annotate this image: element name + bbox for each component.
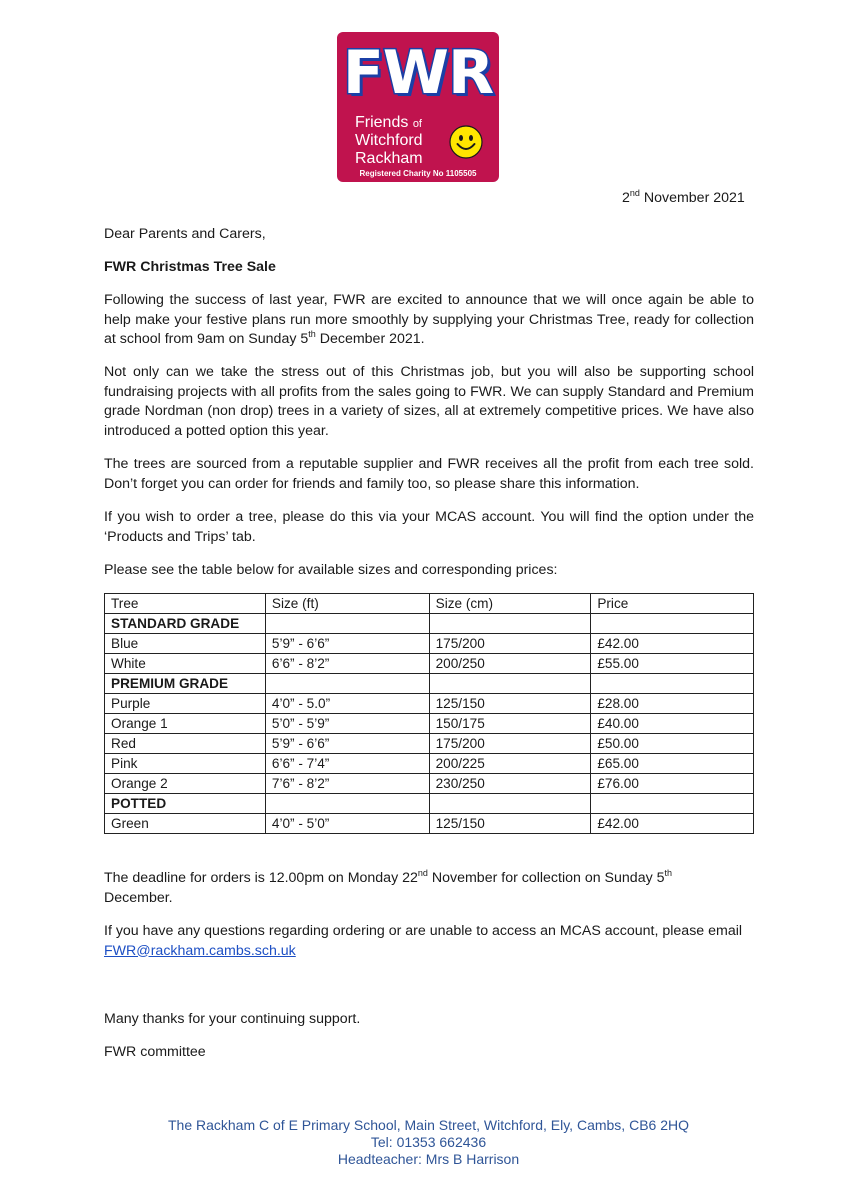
tree-name-cell: Orange 2 [105, 774, 266, 794]
group-label: STANDARD GRADE [105, 614, 266, 634]
size-cm-cell: 230/250 [429, 774, 591, 794]
size-cm-cell: 150/175 [429, 714, 591, 734]
date-day: 2 [622, 190, 630, 206]
email-link[interactable]: FWR@rackham.cambs.sch.uk [104, 942, 296, 959]
table-row [105, 714, 754, 734]
col-header-size-cm: Size (cm) [429, 594, 591, 614]
size-ft-cell: 7’6” - 8’2” [265, 774, 429, 794]
tree-name-cell: White [105, 654, 266, 674]
paragraph-supplier: The trees are sourced from a reputable supplier and FWR receives all the profit from each tree sold. Don’t forget you can order for friends and family too, so please share this information. [104, 456, 754, 492]
price-cell: £76.00 [591, 774, 754, 794]
empty-cell [591, 674, 754, 694]
size-ft-cell: 6’6” - 8’2” [265, 654, 429, 674]
empty-cell [591, 794, 754, 814]
intro-text: Following the success of last year, FWR are excited to announce that we will once again be able to help make your festive plans run more smoothly by supplying your Christmas Tree, ready for collection at school from 9am on Sunday 5 [104, 292, 754, 347]
intro-text-end: December 2021. [315, 331, 425, 347]
size-cm-cell: 175/200 [429, 734, 591, 754]
letter-date [622, 189, 745, 208]
logo-line-1 [355, 114, 422, 133]
tree-name-cell: Pink [105, 754, 266, 774]
price-cell: £50.00 [591, 734, 754, 754]
table-row [105, 814, 754, 834]
size-ft-cell: 6’6” - 7’4” [265, 754, 429, 774]
col-header-size-ft: Size (ft) [265, 594, 429, 614]
table-intro: Please see the table below for available sizes and corresponding prices: [104, 562, 558, 578]
logo-line-2: Witchford [355, 132, 423, 149]
size-cm-cell: 125/150 [429, 694, 591, 714]
salutation: Dear Parents and Carers, [104, 226, 266, 242]
price-cell: £42.00 [591, 814, 754, 834]
letter-subject: FWR Christmas Tree Sale [104, 259, 276, 275]
tree-name-cell: Blue [105, 634, 266, 654]
logo-word-of: of [412, 118, 422, 130]
footer-telephone: Tel: 01353 662436 [370, 1134, 487, 1150]
table-row [105, 774, 754, 794]
empty-cell [429, 674, 591, 694]
empty-cell [429, 794, 591, 814]
size-ft-cell: 5’9” - 6’6” [265, 734, 429, 754]
table-group-row [105, 614, 754, 634]
table-header-row [105, 594, 754, 614]
tree-name-cell: Red [105, 734, 266, 754]
size-ft-cell: 5’9” - 6’6” [265, 634, 429, 654]
col-header-tree: Tree [105, 594, 266, 614]
size-cm-cell: 175/200 [429, 634, 591, 654]
price-cell: £65.00 [591, 754, 754, 774]
signoff: FWR committee [104, 1044, 206, 1060]
paragraph-support: Not only can we take the stress out of this Christmas job, but you will also be supporting school fundraising projects with all profits from the sales going to FWR. We can supply Standard and Premium grade Nordman (non drop) trees in a variety of sizes, all at extremely competitive prices. We have also introduced a potted option this year. [104, 364, 754, 439]
deadline-suffix-1: nd [417, 868, 428, 878]
price-cell: £40.00 [591, 714, 754, 734]
empty-cell [591, 614, 754, 634]
group-label: POTTED [105, 794, 266, 814]
size-cm-cell: 200/250 [429, 654, 591, 674]
fwr-logo [337, 32, 499, 182]
empty-cell [265, 614, 429, 634]
empty-cell [265, 794, 429, 814]
size-ft-cell: 4’0” - 5’0” [265, 814, 429, 834]
price-cell: £55.00 [591, 654, 754, 674]
empty-cell [429, 614, 591, 634]
size-cm-cell: 125/150 [429, 814, 591, 834]
empty-cell [265, 674, 429, 694]
table-group-row [105, 674, 754, 694]
logo-word-friends: Friends [355, 114, 409, 131]
paragraph-intro [104, 291, 754, 350]
deadline-text-1: The deadline for orders is 12.00pm on Monday 22 [104, 870, 418, 886]
tree-name-cell: Green [105, 814, 266, 834]
price-table-body [105, 614, 754, 834]
size-ft-cell: 4’0” - 5.0” [265, 694, 429, 714]
logo-charity-number: Registered Charity No 1105505 [359, 169, 477, 178]
table-row [105, 654, 754, 674]
questions-text: If you have any questions regarding ordering or are unable to access an MCAS account, please email [104, 923, 743, 939]
date-suffix: nd [629, 188, 640, 198]
deadline-suffix-2: th [664, 868, 673, 878]
table-row [105, 694, 754, 714]
table-row [105, 754, 754, 774]
smiley-face-icon [449, 125, 483, 159]
col-header-price: Price [591, 594, 754, 614]
price-cell: £28.00 [591, 694, 754, 714]
logo-line-3: Rackham [355, 150, 423, 167]
paragraph-questions [104, 922, 754, 961]
price-cell: £42.00 [591, 634, 754, 654]
size-ft-cell: 5’0” - 5’9” [265, 714, 429, 734]
footer-address: The Rackham C of E Primary School, Main Street, Witchford, Ely, Cambs, CB6 2HQ [167, 1117, 689, 1133]
group-label: PREMIUM GRADE [105, 674, 266, 694]
paragraph-deadline [104, 869, 754, 908]
logo-letters: FWR [342, 38, 494, 108]
table-row [105, 734, 754, 754]
price-table [104, 593, 754, 834]
footer-headteacher: Headteacher: Mrs B Harrison [337, 1151, 520, 1167]
paragraph-ordering: If you wish to order a tree, please do this via your MCAS account. You will find the option under the ‘Products and Trips’ tab. [104, 509, 754, 545]
deadline-text-2: November for collection on Sunday 5 [427, 870, 665, 886]
date-rest: November 2021 [639, 190, 745, 206]
size-cm-cell: 200/225 [429, 754, 591, 774]
deadline-text-3: December. [104, 889, 173, 906]
table-row [105, 634, 754, 654]
closing-thanks: Many thanks for your continuing support. [104, 1011, 361, 1027]
tree-name-cell: Orange 1 [105, 714, 266, 734]
tree-name-cell: Purple [105, 694, 266, 714]
table-group-row [105, 794, 754, 814]
intro-suffix: th [308, 329, 316, 339]
